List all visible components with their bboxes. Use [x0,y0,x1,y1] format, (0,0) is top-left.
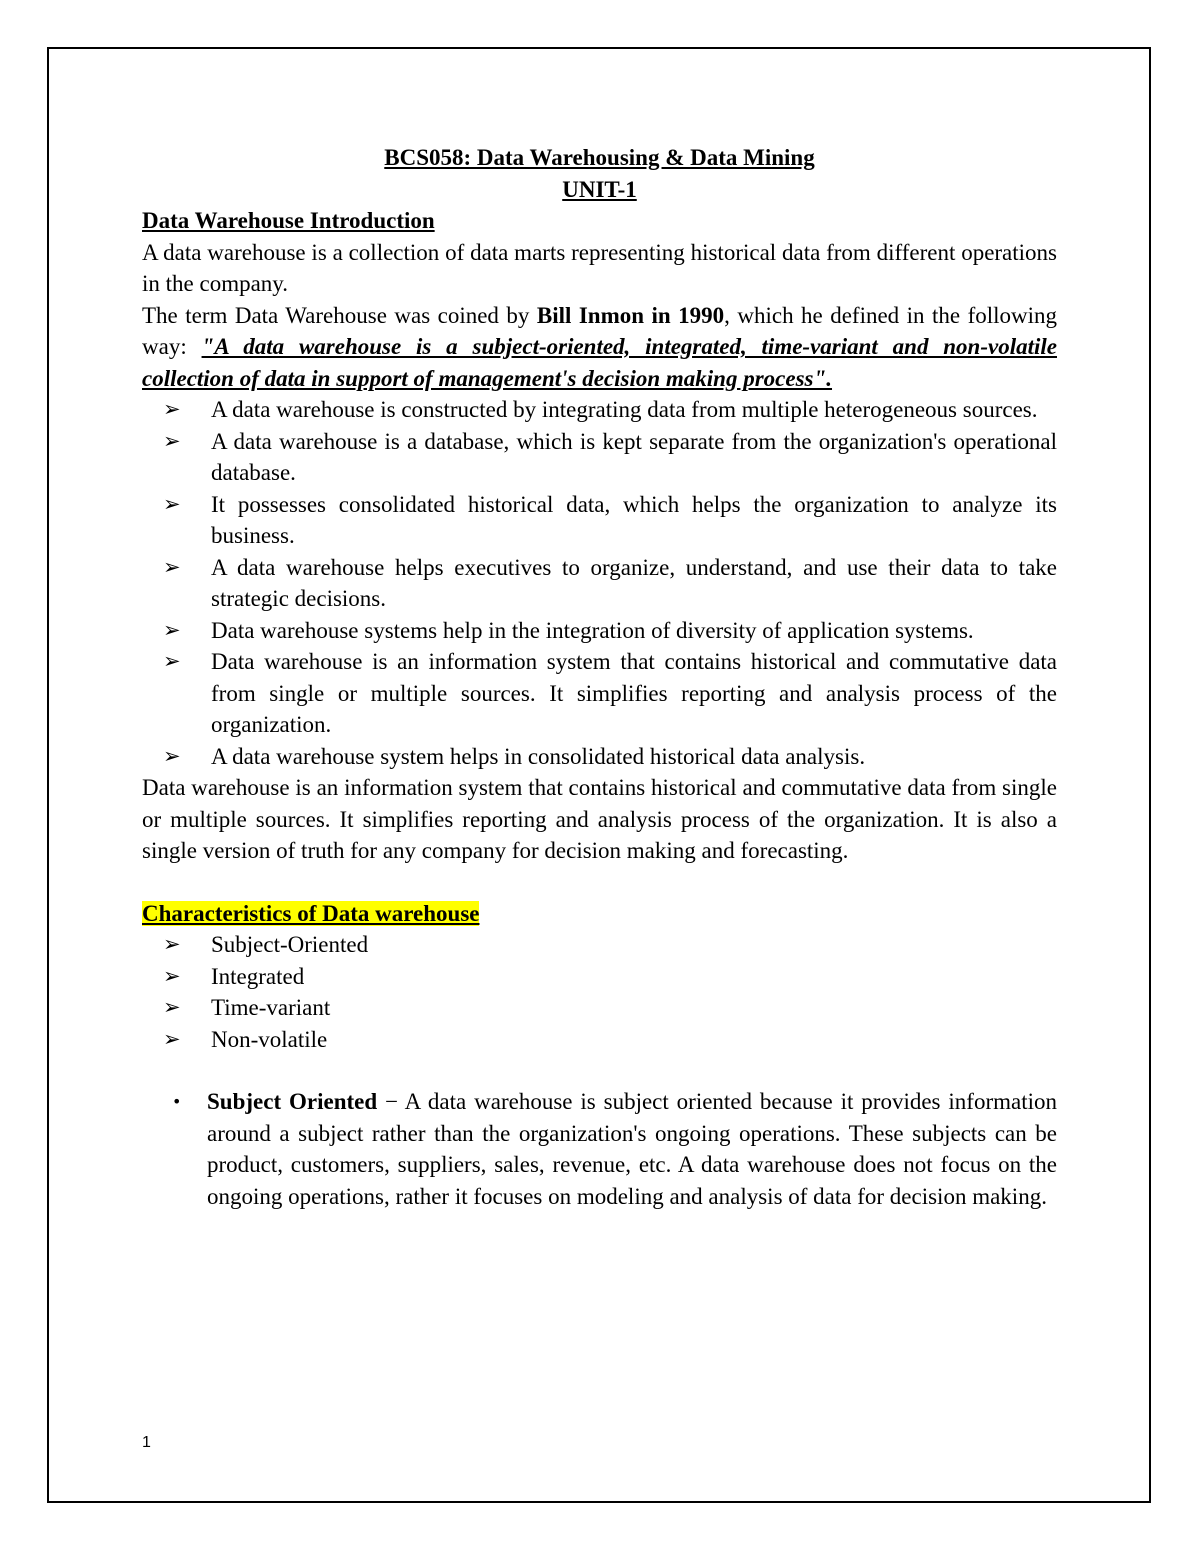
term-text-2: , which he defined in the following way: [142,302,1058,359]
list-item-text: Integrated [211,963,305,989]
spacer [142,867,1057,898]
section-heading-characteristics-wrap [142,898,1057,930]
list-item [142,929,1057,961]
arrow-bullet-icon: ➢ [163,1026,181,1051]
list-item-text: Data warehouse systems help in the integration of diversity of application systems. [211,617,974,643]
detail-text: − A data warehouse is subject oriented because it provides information around a subject rather than the organization's ongoing operations. These subjects can be product, customers, suppliers, sales, revenue, etc. A data warehouse does not focus on the ongoing operations, rather it focuses on modeling and analysis of data for decision making. [207,1089,1057,1209]
arrow-bullet-icon: ➢ [163,995,181,1019]
arrow-bullet-icon: ➢ [163,649,181,673]
arrow-bullet-icon: ➢ [163,554,181,579]
page-number: 1 [142,1434,151,1451]
spacer [142,1055,1057,1086]
list-item-text: Time-variant [211,995,331,1020]
list-item [142,992,1057,1024]
arrow-bullet-icon: ➢ [163,491,181,516]
term-paragraph [142,300,1057,395]
document-body [142,142,1057,1212]
arrow-bullet-icon: ➢ [163,428,181,453]
section-heading-intro: Data Warehouse Introduction [142,208,435,233]
list-item-text: A data warehouse system helps in consolidated historical data analysis. [211,743,866,769]
list-item [142,552,1057,615]
list-item-text: A data warehouse helps executives to organize, understand, and use their data to take strategic decisions. [211,554,1057,611]
arrow-bullet-icon: ➢ [163,397,181,421]
arrow-bullet-icon: ➢ [163,963,181,988]
list-item-text: Subject-Oriented [211,932,369,957]
list-item [142,489,1057,552]
detail-list [142,1086,1057,1212]
summary-paragraph: Data warehouse is an information system that contains historical and commutative data from single or multiple sources. It simplifies reporting and analysis process of the organization. It is also a single version of truth for any company for decision making and forecasting. [142,775,1057,863]
dot-bullet-icon: • [172,1092,182,1111]
list-item [142,646,1057,741]
document-title: BCS058: Data Warehousing & Data Mining [384,145,815,170]
list-item [142,615,1057,647]
list-item [142,394,1057,426]
list-item-text: A data warehouse is a database, which is kept separate from the organization's operational database. [211,428,1057,485]
author-name: Bill Inmon in 1990 [536,302,725,328]
definition-quote: "A data warehouse is a subject-oriented, integrated, time-variant and non-volatile collection of data in support of management's decision making process". [142,334,1057,391]
characteristics-list [142,929,1057,1055]
list-item-text: A data warehouse is constructed by integrating data from multiple heterogeneous sources. [211,397,1038,422]
intro-bullet-list [142,394,1057,772]
list-item-text: It possesses consolidated historical data, which helps the organization to analyze its business. [211,491,1057,548]
section-heading-characteristics: Characteristics of Data warehouse [142,900,480,926]
list-item [142,1086,1057,1212]
list-item-text: Data warehouse is an information system that contains historical and commutative data from single or multiple sources. It simplifies reporting and analysis process of the organization. [211,649,1057,737]
unit-label: UNIT-1 [562,176,637,202]
term-text-1: The term Data Warehouse was coined by [142,302,537,328]
list-item [142,426,1057,489]
list-item [142,961,1057,993]
intro-paragraph: A data warehouse is a collection of data marts representing historical data from different operations in the company. [142,239,1057,296]
list-item-text: Non-volatile [211,1026,328,1052]
arrow-bullet-icon: ➢ [163,932,181,956]
arrow-bullet-icon: ➢ [163,743,181,768]
arrow-bullet-icon: ➢ [163,617,181,642]
detail-term: Subject Oriented [207,1089,378,1114]
list-item [142,1024,1057,1056]
list-item [142,741,1057,773]
